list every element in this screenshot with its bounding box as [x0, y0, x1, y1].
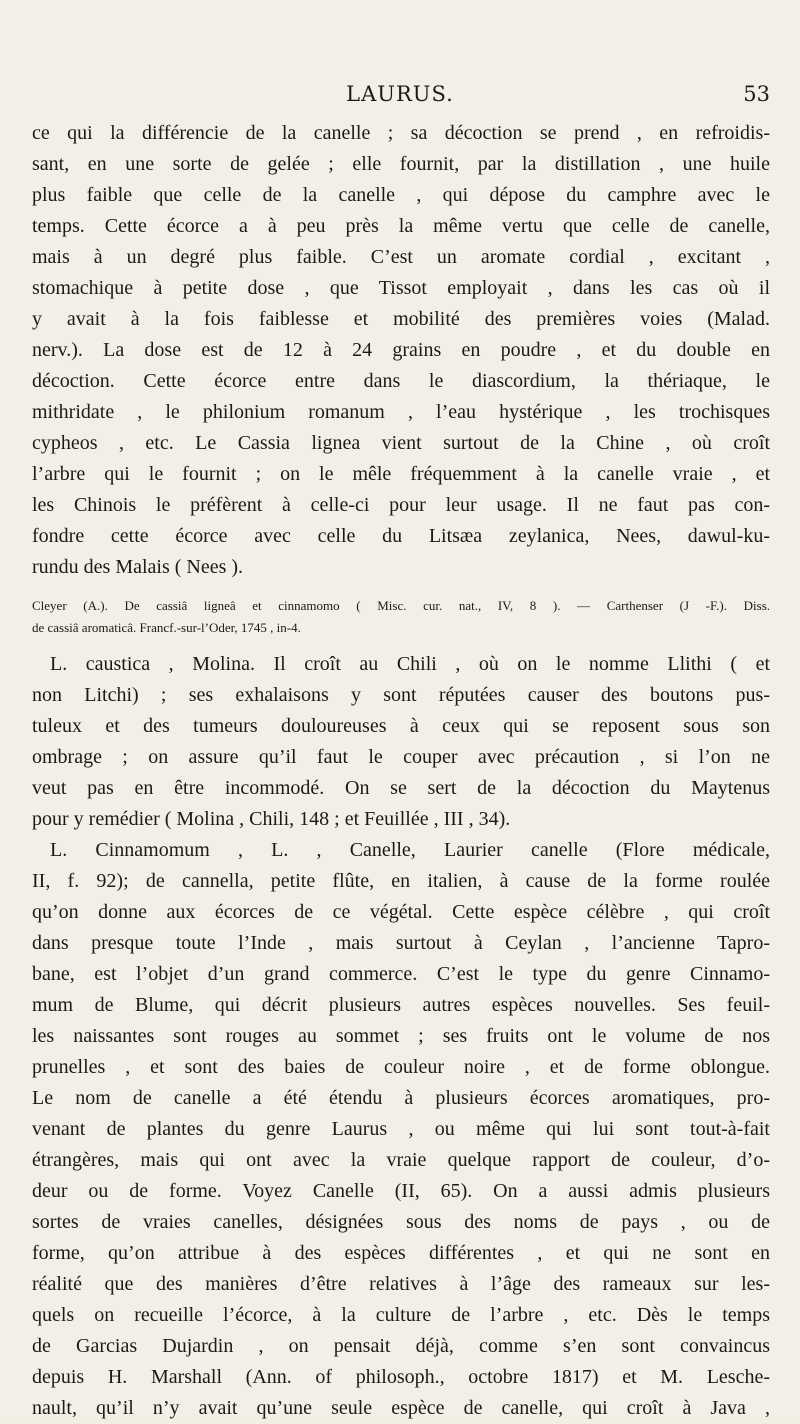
text-line: mum de Blume, qui décrit plusieurs autres espèces nouvelles. Ses feuil-	[32, 994, 770, 1016]
text-line: sant, en une sorte de gelée ; elle fournit, par la distillation , une huile	[32, 153, 770, 175]
text-line: II, f. 92); de cannella, petite flûte, en italien, à cause de la forme roulée	[32, 870, 770, 892]
bibliographic-note	[32, 595, 770, 639]
text-line: étrangères, mais qui ont avec la vraie quelque rapport de couleur, d’o-	[32, 1149, 770, 1171]
paragraph-caustica	[32, 649, 770, 835]
note-line: de cassiâ aromaticâ. Francf.-sur-l’Oder, 1745 , in-4.	[32, 620, 301, 635]
text-line: qu’on donne aux écorces de ce végétal. Cette espèce célèbre , qui croît	[32, 901, 770, 923]
text-line: fondre cette écorce avec celle du Litsæa zeylanica, Nees, dawul-ku-	[32, 525, 770, 547]
text-line: mithridate , le philonium romanum , l’eau hystérique , les trochisques	[32, 401, 770, 423]
note-line: Cleyer (A.). De cassiâ ligneâ et cinnamomo ( Misc. cur. nat., IV, 8 ). — Carthenser (J -F.). Diss.	[32, 598, 770, 613]
page-body	[32, 118, 770, 1424]
text-line: quels on recueille l’écorce, à la culture de l’arbre , etc. Dès le temps	[32, 1304, 770, 1326]
text-line: de Garcias Dujardin , on pensait déjà, comme s’en sont convaincus	[32, 1335, 770, 1357]
text-line: deur ou de forme. Voyez Canelle (II, 65). On a aussi admis plusieurs	[32, 1180, 770, 1202]
text-line: rundu des Malais ( Nees ).	[32, 556, 244, 578]
text-line: depuis H. Marshall (Ann. of philosoph., octobre 1817) et M. Lesche-	[32, 1366, 770, 1388]
text-line: venant de plantes du genre Laurus , ou même qui lui sont tout-à-fait	[32, 1118, 770, 1140]
text-line: L. Cinnamomum , L. , Canelle, Laurier canelle (Flore médicale,	[50, 839, 770, 861]
text-line: veut pas en être incommodé. On se sert de la décoction du Maytenus	[32, 777, 770, 799]
text-line: nault, qu’il n’y avait qu’une seule espèce de canelle, qui croît à Java ,	[32, 1397, 770, 1419]
text-line: prunelles , et sont des baies de couleur noire , et de forme oblongue.	[32, 1056, 770, 1078]
text-line: forme, qu’on attribue à des espèces différentes , et qui ne sont en	[32, 1242, 770, 1264]
text-line: Le nom de canelle a été étendu à plusieurs écorces aromatiques, pro-	[32, 1087, 770, 1109]
text-line: sortes de vraies canelles, désignées sous des noms de pays , ou de	[32, 1211, 770, 1233]
paragraph-cassia	[32, 118, 770, 583]
text-line: réalité que des manières d’être relatives à l’âge des rameaux sur les-	[32, 1273, 770, 1295]
text-line: stomachique à petite dose , que Tissot employait , dans les cas où il	[32, 277, 770, 299]
text-line: l’arbre qui le fournit ; on le mêle fréquemment à la canelle vraie , et	[32, 463, 770, 485]
text-line: plus faible que celle de la canelle , qui dépose du camphre avec le	[32, 184, 770, 206]
page-header	[30, 82, 770, 116]
text-line: bane, est l’objet d’un grand commerce. C’est le type du genre Cinnamo-	[32, 963, 770, 985]
page-number: 53	[743, 82, 770, 106]
text-line: tuleux et des tumeurs douloureuses à ceux qui se reposent sous son	[32, 715, 770, 737]
text-line: L. caustica , Molina. Il croît au Chili , où on le nomme Llithi ( et	[50, 653, 770, 675]
text-line: les Chinois le préfèrent à celle-ci pour leur usage. Il ne faut pas con-	[32, 494, 770, 516]
text-line: ombrage ; on assure qu’il faut le couper avec précaution , si l’on ne	[32, 746, 770, 768]
paragraph-cinnamomum	[32, 835, 770, 1424]
text-line: pour y remédier ( Molina , Chili, 148 ; et Feuillée , III , 34).	[32, 808, 511, 830]
running-head: LAURUS.	[346, 82, 454, 106]
text-line: y avait à la fois faiblesse et mobilité des premières voies (Malad.	[32, 308, 770, 330]
text-line: nerv.). La dose est de 12 à 24 grains en poudre , et du double en	[32, 339, 770, 361]
text-line: cypheos , etc. Le Cassia lignea vient surtout de la Chine , où croît	[32, 432, 770, 454]
text-line: décoction. Cette écorce entre dans le diascordium, la thériaque, le	[32, 370, 770, 392]
text-line: non Litchi) ; ses exhalaisons y sont réputées causer des boutons pus-	[32, 684, 770, 706]
text-line: dans presque toute l’Inde , mais surtout à Ceylan , l’ancienne Tapro-	[32, 932, 770, 954]
text-line: les naissantes sont rouges au sommet ; ses fruits ont le volume de nos	[32, 1025, 770, 1047]
text-line: ce qui la différencie de la canelle ; sa décoction se prend , en refroidis-	[32, 122, 770, 144]
text-line: temps. Cette écorce a à peu près la même vertu que celle de canelle,	[32, 215, 770, 237]
text-line: mais à un degré plus faible. C’est un aromate cordial , excitant ,	[32, 246, 770, 268]
